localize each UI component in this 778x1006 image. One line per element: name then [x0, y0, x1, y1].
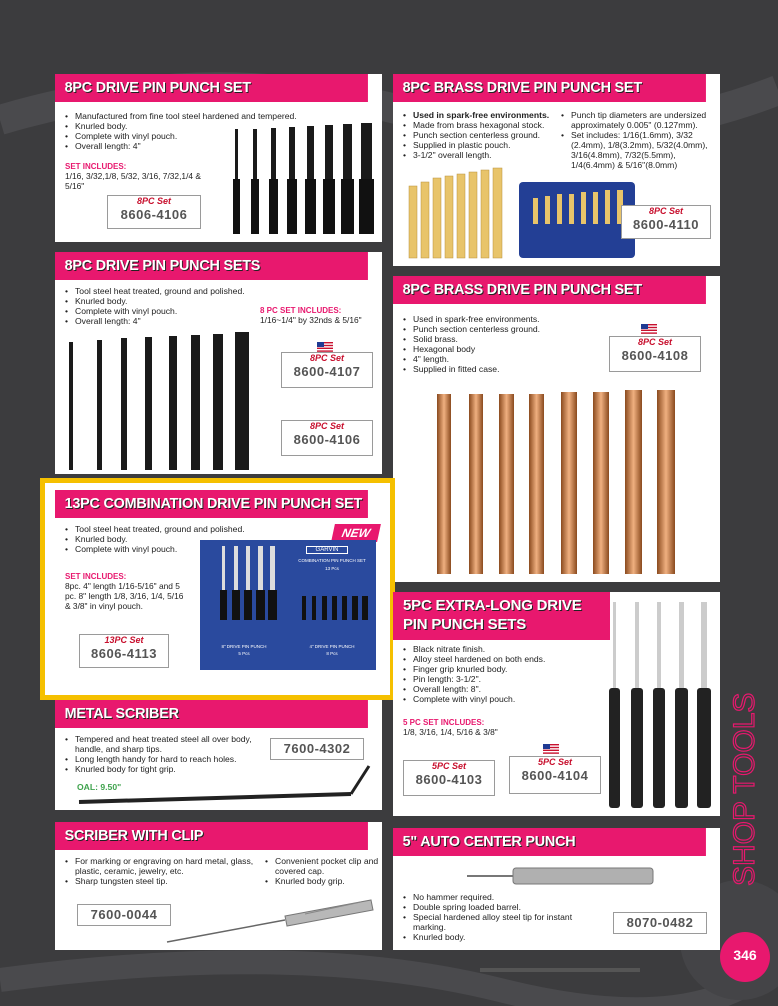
usa-flag-icon — [641, 324, 657, 334]
part-label: 8PC Set — [309, 421, 344, 431]
part-number: 8600-4104 — [521, 768, 589, 783]
part-number: 8600-4106 — [293, 432, 361, 447]
card-title: 5" AUTO CENTER PUNCH — [393, 828, 706, 856]
combination-pouch-image — [200, 540, 376, 670]
includes-text: 1/16~1/4" by 32nds & 5/16" — [260, 315, 362, 325]
pouch-right-count: 8 Pcs — [326, 651, 338, 656]
bullet: • Knurled body. — [65, 534, 295, 544]
includes-text: 8pc. 4" length 1/16-5/16" and 5 pc. 8" length 1/8, 3/16, 1/4, 5/16 & 3/8" in vinyl pouch. — [65, 581, 184, 611]
card-title-line-1: 5PC EXTRA-LONG DRIVE — [403, 597, 582, 614]
card-scriber-with-clip — [55, 822, 382, 950]
bronze-punch-image — [431, 388, 681, 578]
bullet: • Complete with vinyl pouch. — [65, 131, 335, 141]
bullet: • 3-1/2" overall length. — [403, 150, 553, 160]
bullet: • Complete with vinyl pouch. — [403, 694, 603, 704]
bullet: • Solid brass. — [403, 334, 603, 344]
bullet: • Tool steel heat treated, ground and polished. — [65, 286, 265, 296]
bullet: • Sharp tungsten steel tip. — [65, 876, 255, 886]
pouch-left-label: 8" DRIVE PIN PUNCH — [221, 644, 267, 649]
usa-flag-icon — [317, 342, 333, 352]
card-8pc-drive-pin-punch-sets — [55, 252, 382, 474]
part-box — [621, 205, 711, 239]
bullet: • Set includes: 1/16(1.6mm), 3/32 (2.4mm), 1/8(3.2mm), 5/32(4.0mm), 3/16(4.8mm), 7/32(5.5mm), 1/4(6.4mm) & 5/16"(8.0mm) — [561, 130, 719, 170]
bullet: • Knurled body. — [65, 296, 265, 306]
part-label: 13PC Set — [104, 635, 144, 645]
bullet: • Punch section centerless ground. — [403, 130, 553, 140]
bullet: • Overall length: 4" — [65, 141, 335, 151]
bullet: • Made from brass hexagonal stock. — [403, 120, 553, 130]
card-5pc-extra-long-drive-pin-punch-sets — [393, 592, 720, 816]
part-box — [403, 760, 495, 796]
pouch-count: 13 Pcs — [325, 566, 339, 571]
bullet: • Manufactured from fine tool steel hardened and tempered. — [65, 111, 335, 121]
bullet: • Finger grip knurled body. — [403, 664, 603, 674]
includes-title: SET INCLUDES: — [65, 572, 127, 581]
scriber-image — [75, 760, 375, 808]
bullet: • Knurled body grip. — [265, 876, 382, 886]
part-number: 7600-0044 — [90, 907, 158, 922]
bullet: • Alloy steel hardened on both ends. — [403, 654, 603, 664]
bullet: • Black nitrate finish. — [403, 644, 603, 654]
bullet: • Complete with vinyl pouch. — [65, 306, 265, 316]
punch-set-image — [225, 119, 375, 239]
part-number: 8600-4110 — [633, 217, 699, 232]
includes-text: 1/16, 3/32,1/8, 5/32, 3/16, 7/32,1/4 & 5/16" — [65, 171, 201, 191]
bullet: • For marking or engraving on hard metal, glass, plastic, ceramic, jewelry, etc. — [65, 856, 255, 876]
part-number: 7600-4302 — [283, 741, 351, 756]
part-box — [79, 634, 169, 668]
bullet: • Used in spark-free environments. — [403, 314, 603, 324]
scriber-with-clip-image — [165, 896, 375, 946]
bullet: • Punch section centerless ground. — [403, 324, 603, 334]
usa-flag-icon — [543, 744, 559, 754]
pouch-brand: GARVIN — [306, 546, 348, 554]
part-box — [77, 904, 171, 926]
card-8pc-brass-drive-pin-punch-set-2 — [393, 276, 720, 582]
includes-title: 5 PC SET INCLUDES: — [403, 718, 485, 727]
card-title — [393, 592, 610, 640]
card-title: SCRIBER WITH CLIP — [55, 822, 368, 850]
card-title-line-2: PIN PUNCH SETS — [403, 616, 527, 633]
pouch-right-label: 4" DRIVE PIN PUNCH — [309, 644, 355, 649]
part-box — [281, 352, 373, 388]
part-label: 5PC Set — [537, 757, 572, 767]
bullet: • Convenient pocket clip and covered cap. — [265, 856, 382, 876]
bullet: • No hammer required. — [403, 892, 603, 902]
card-title: 8PC BRASS DRIVE PIN PUNCH SET — [393, 74, 706, 102]
part-label: 8PC Set — [309, 353, 344, 363]
bullet: • Special hardened alloy steel tip for instant marking. — [403, 912, 603, 932]
part-label: 8PC Set — [637, 337, 672, 347]
includes-title: 8 PC SET INCLUDES: — [260, 306, 342, 315]
part-box — [270, 738, 364, 760]
card-title: 8PC DRIVE PIN PUNCH SETS — [55, 252, 368, 280]
bullet: • Tool steel heat treated, ground and polished. — [65, 524, 295, 534]
bullet: • Overall length: 4" — [65, 316, 265, 326]
part-label: 5PC Set — [431, 761, 466, 771]
bullet: • Double spring loaded barrel. — [403, 902, 603, 912]
card-metal-scriber — [55, 700, 382, 810]
bullet: • Tempered and heat treated steel all over body, handle, and sharp tips. — [65, 734, 270, 754]
card-8pc-drive-pin-punch-set — [55, 74, 382, 242]
part-number: 8606-4113 — [91, 646, 157, 661]
part-label: 8PC Set — [648, 206, 683, 216]
includes-title: SET INCLUDES: — [65, 162, 127, 171]
part-box — [509, 756, 601, 794]
auto-center-punch-image — [463, 864, 663, 888]
part-number: 8600-4108 — [621, 348, 689, 363]
part-box — [609, 336, 701, 372]
bullet: • Supplied in fitted case. — [403, 364, 603, 374]
bullet: • Used in spark-free environments. — [403, 110, 553, 120]
bullet: • Punch tip diameters are undersized approximately 0.005" (0.127mm). — [561, 110, 719, 130]
card-13pc-combination-drive-pin-punch-set — [55, 490, 382, 688]
part-number: 8600-4103 — [415, 772, 483, 787]
brass-punch-image — [405, 166, 505, 262]
bullet: • Supplied in plastic pouch. — [403, 140, 553, 150]
part-box — [107, 195, 201, 229]
card-title: 8PC BRASS DRIVE PIN PUNCH SET — [393, 276, 706, 304]
pouch-left-count: 5 Pcs — [238, 651, 250, 656]
bullet: • 4" length. — [403, 354, 603, 364]
punch-set-image — [63, 332, 253, 472]
includes-text: 1/8, 3/16, 1/4, 5/16 & 3/8" — [403, 727, 498, 737]
card-title: 13PC COMBINATION DRIVE PIN PUNCH SET — [55, 490, 368, 518]
part-box — [613, 912, 707, 934]
bullet: • Hexagonal body — [403, 344, 603, 354]
card-title: METAL SCRIBER — [55, 700, 368, 728]
bullet: • Knurled body for tight grip. — [65, 764, 270, 774]
blue-pouch-image — [519, 182, 635, 262]
part-number: 8606-4106 — [120, 207, 188, 222]
part-number: 8070-0482 — [626, 915, 694, 930]
overall-length: OAL: 9.50" — [77, 782, 122, 792]
section-side-title — [724, 590, 764, 890]
new-badge: NEW — [331, 524, 381, 542]
page-number: 346 — [720, 932, 770, 982]
part-box — [281, 420, 373, 456]
card-5-auto-center-punch — [393, 828, 720, 950]
bullet: • Complete with vinyl pouch. — [65, 544, 295, 554]
bullet: • Overall length: 8". — [403, 684, 603, 694]
bullet: • Long length handy for hard to reach holes. — [65, 754, 270, 764]
card-8pc-brass-drive-pin-punch-set — [393, 74, 720, 266]
card-title: 8PC DRIVE PIN PUNCH SET — [55, 74, 368, 102]
extra-long-punch-image — [605, 598, 717, 812]
side-title-text: SHOP TOOLS — [728, 692, 761, 886]
part-number: 8600-4107 — [293, 364, 361, 379]
bullet: • Knurled body. — [403, 932, 603, 942]
pouch-title: COMBINATION PIN PUNCH SET — [298, 558, 366, 563]
bullet: • Pin length: 3-1/2". — [403, 674, 603, 684]
bullet: • Knurled body. — [65, 121, 335, 131]
part-label: 8PC Set — [136, 196, 171, 206]
